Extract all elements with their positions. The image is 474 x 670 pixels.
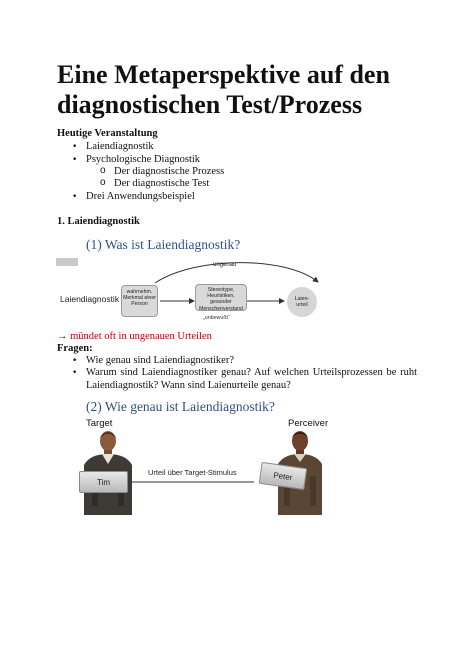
agenda-item: • Psychologische Diagnostik [86,154,200,167]
agenda-item: • Drei Anwendungsbeispiel [86,191,195,204]
agenda-subitem: o Der diagnostische Prozess [114,166,224,179]
heuristics-box: Stereotype, Heuristiken, gesunder Menschenverstand [195,284,247,311]
section-question: (1) Was ist Laiendiagnostik? [86,237,241,252]
circle-label: Laien-urteil [294,295,310,308]
result-text: mündet oft in ungenauen Urteilen [70,331,212,342]
perceived-trait-box: wahrnehm. Merkmal einer Person [121,285,158,317]
judgment-arrow [126,478,258,486]
peter-sign: Peter [259,462,308,490]
diagram-left-label: Laiendiagnostik [60,294,120,304]
question-item: • Wie genau sind Laiendiagnostiker? [86,355,234,368]
section-question-2: (2) Wie genau ist Laiendiagnostik? [86,399,275,414]
fragen-label: Fragen: [57,343,93,354]
question-item: • Warum sind Laiendiagnostiker genau? Auf welchen Urteilsprozessen be ruht Laiendiagnostik? Wann sind Laienurteile genau? [86,367,417,392]
section-heading: 1. Laiendiagnostik [57,216,140,227]
tim-sign: Tim [79,471,128,493]
target-label: Target [86,418,113,429]
agenda-subitem: o Der diagnostische Test [114,178,209,191]
arc-arrow [155,263,318,283]
agenda-item: • Laiendiagnostik [86,141,154,154]
result-line [57,331,212,344]
arc-label: ungenau [213,262,237,268]
unconscious-note: „unbewußt“ [203,315,230,321]
lay-judgment-circle [287,287,317,317]
perceiver-label: Perceiver [288,418,329,429]
judgment-label: Urteil über Target-Stimulus [148,468,237,477]
agenda-heading: Heutige Veranstaltung [57,128,158,139]
page-title: Eine Metaperspektive auf den diagnostischen Test/Prozess [57,60,390,119]
result-arrow: → [57,331,68,342]
